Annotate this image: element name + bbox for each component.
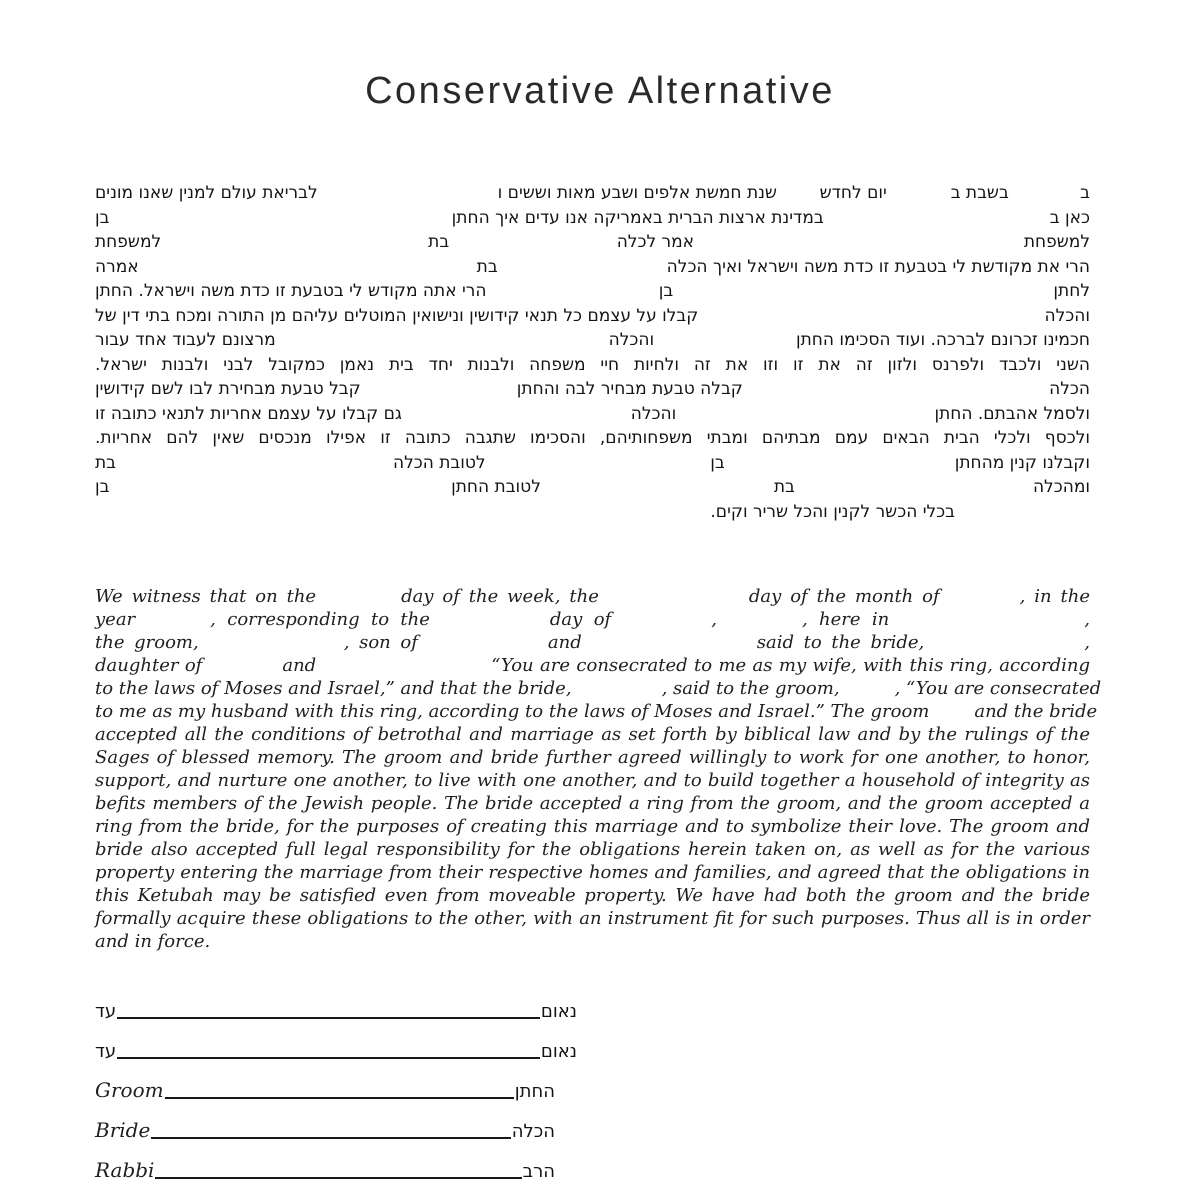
english-text-segment: bride also accepted full legal responsibility for the obligations herein taken on, as well as for the various (95, 839, 1090, 860)
hebrew-text-segment: לטובת הכלה (392, 452, 486, 473)
english-line (95, 885, 1090, 908)
page-title: Conservative Alternative (365, 70, 835, 112)
english-text-segment: “You are consecrated to me as my wife, with this ring, according (491, 655, 1090, 676)
english-text-segment: and (282, 655, 317, 676)
signature-row (95, 1036, 577, 1062)
fill-in-blank (486, 467, 711, 468)
signature-row (95, 1156, 555, 1182)
english-text-segment: , (1084, 609, 1090, 630)
hebrew-line (95, 453, 1090, 478)
english-text-segment: , in the (1019, 586, 1091, 607)
fill-in-blank (889, 624, 1084, 625)
hebrew-line (95, 257, 1090, 282)
signature-label-right: הרב (522, 1161, 555, 1182)
fill-in-blank (498, 271, 667, 272)
english-line (95, 839, 1090, 862)
hebrew-text-segment: לחתן (1053, 281, 1090, 301)
hebrew-line: בכלי הכשר לקנין והכל שריר וקים. (710, 501, 955, 522)
english-line (95, 931, 1090, 954)
signature-label-right: הכלה (511, 1121, 555, 1142)
english-text-segment: day of the month of (748, 586, 940, 607)
fill-in-blank (402, 418, 631, 419)
english-text-segment: , corresponding to the (210, 609, 430, 630)
fill-in-blank (611, 624, 711, 625)
hebrew-line (95, 183, 1090, 208)
english-line (95, 609, 1090, 632)
signature-label-left: Groom (95, 1078, 164, 1102)
hebrew-text-segment: קבל טבעת מבחירת לבו לשם קידושין (95, 379, 361, 399)
english-text-segment: , said to the groom, (661, 678, 840, 699)
fill-in-blank (795, 491, 1033, 492)
hebrew-text-segment: הכלה (1049, 379, 1090, 399)
fill-in-blank (698, 320, 1044, 321)
hebrew-text-segment: בן (95, 207, 110, 228)
fill-in-blank (743, 393, 1049, 394)
hebrew-text-segment: בת (773, 477, 795, 497)
fill-in-blank (676, 418, 934, 419)
hebrew-line (95, 306, 1090, 331)
english-text-segment: and (547, 632, 582, 653)
hebrew-text-segment: בן (658, 281, 674, 301)
fill-in-blank (276, 344, 609, 345)
english-text-segment: and the bride (974, 701, 1098, 722)
fill-in-blank (725, 467, 955, 468)
english-line (95, 862, 1090, 885)
fill-in-blank (139, 271, 477, 272)
hebrew-line (95, 379, 1090, 404)
hebrew-text-segment: בת (95, 452, 117, 473)
english-line (95, 701, 1098, 724)
fill-in-blank (717, 624, 802, 625)
english-text-segment: We witness that on the (95, 586, 317, 607)
hebrew-line: ולכסף ולכלי הבית הבאים עמם מבתיהם ומבתי משפחותיהם, והסכימו שתגבה כתובה זו אפילו מנכסים שאין להם אחריות. (95, 428, 1090, 448)
hebrew-text-segment: אמר לכלה (616, 232, 695, 252)
hebrew-text-segment: הרי את מקודשת לי בטבעת זו כדת משה וישראל ואיך הכלה (666, 256, 1090, 277)
fill-in-blank (316, 670, 491, 671)
fill-in-blank (449, 246, 617, 247)
hebrew-line: השני ולכבד ולפרנס ולזון זה את זו וזו את זה ולחיות חיי משפחה ולבנות יחד בית נאמן כמקובל לבני ולבנות ישראל. (95, 354, 1090, 375)
english-text-segment: said to the bride, (756, 632, 925, 653)
english-line (95, 678, 1102, 701)
english-text-segment: daughter of (95, 655, 203, 676)
hebrew-text-segment: במדינת ארצות הברית באמריקה אנו עדים איך החתן (451, 207, 824, 228)
signature-line (155, 1176, 521, 1179)
hebrew-paragraph (95, 183, 1090, 526)
hebrew-text-segment: למשפחת (95, 232, 162, 252)
hebrew-text-segment: בשבת ב (950, 183, 1009, 203)
hebrew-text-segment: בת (428, 232, 450, 252)
hebrew-text-segment: בן (710, 452, 725, 473)
hebrew-text-segment: שנת חמשת אלפים ושבע מאות וששים ו (497, 183, 777, 203)
hebrew-text-segment: ב (1080, 183, 1090, 203)
english-text-segment: , (1084, 632, 1090, 653)
english-text-segment: , “You are consecrated (894, 678, 1102, 699)
english-text-segment: befits members of the Jewish people. The bride accepted a ring from the groom, and the groom accepted a (95, 793, 1090, 814)
hebrew-text-segment: הרי אתה מקודש לי בטבעת זו כדת משה וישראל. החתן (95, 281, 487, 301)
english-text-segment: year (95, 609, 136, 630)
english-text-segment: accepted all the conditions of betrothal and marriage as set forth by biblical law and by the rulings of the (95, 724, 1090, 745)
fill-in-blank (673, 295, 1053, 296)
fill-in-blank (161, 246, 428, 247)
fill-in-blank (1009, 197, 1080, 198)
english-text-segment: ring from the bride, for the purposes of creating this marriage and to symbolize their love. The groom and (95, 816, 1090, 837)
english-line (95, 908, 1090, 931)
signature-row (95, 996, 577, 1022)
fill-in-blank (654, 344, 796, 345)
hebrew-text-segment: והכלה (1044, 305, 1090, 326)
fill-in-blank (109, 222, 451, 223)
signature-line (117, 1016, 540, 1019)
fill-in-blank (777, 197, 820, 198)
hebrew-text-segment: לטובת החתן (451, 477, 541, 497)
english-line (95, 586, 1090, 609)
hebrew-line (95, 281, 1090, 306)
english-line (95, 793, 1090, 816)
english-text-segment: this Ketubah may be satisfied even from moveable property. We have had both the groom and the bride (95, 885, 1090, 906)
english-line (95, 632, 1090, 655)
english-line (95, 655, 1090, 678)
fill-in-blank (361, 393, 517, 394)
fill-in-blank (135, 624, 210, 625)
fill-in-blank (318, 197, 498, 198)
hebrew-text-segment: מרצונם לעבוד אחד עבור (95, 330, 276, 350)
signature-label-left: עד (95, 1001, 117, 1022)
english-text-segment: day of the week, the (401, 586, 599, 607)
signature-section (95, 996, 1200, 1182)
fill-in-blank (430, 624, 550, 625)
english-line (95, 747, 1090, 770)
fill-in-blank (924, 647, 1084, 648)
hebrew-text-segment: וקבלנו קנין מהחתן (954, 452, 1090, 473)
fill-in-blank (840, 693, 895, 694)
fill-in-blank (929, 716, 974, 717)
hebrew-line (95, 330, 1090, 355)
signature-line (151, 1136, 510, 1139)
fill-in-blank (824, 222, 1050, 223)
fill-in-blank (940, 601, 1020, 602)
fill-in-blank (202, 670, 282, 671)
hebrew-text-segment: גם קבלו על עצמם אחריות לתנאי כתובה זו (95, 403, 402, 424)
hebrew-line (95, 404, 1090, 429)
hebrew-text-segment: חכמינו זכרונם לברכה. ועוד הסכימו החתן (796, 330, 1090, 350)
signature-line (117, 1056, 540, 1059)
hebrew-text-segment: למשפחת (1023, 232, 1090, 252)
hebrew-line (95, 208, 1090, 233)
signature-label-right: נאום (540, 1041, 577, 1062)
fill-in-blank (116, 467, 393, 468)
signature-label-left: עד (95, 1041, 117, 1062)
english-paragraph (95, 586, 1102, 954)
english-text-segment: the groom, (95, 632, 199, 653)
english-text-segment: property entering the marriage from their respective homes and families, and agreed that the obligations in (95, 862, 1090, 883)
fill-in-blank (486, 295, 658, 296)
hebrew-text-segment: לבריאת עולם למנין שאנו מונים (95, 183, 318, 203)
signature-label-right: נאום (540, 1001, 577, 1022)
signature-row (95, 1076, 555, 1102)
fill-in-blank (316, 601, 401, 602)
fill-in-blank (887, 197, 951, 198)
hebrew-text-segment: אמרה (95, 256, 139, 277)
fill-in-blank (541, 491, 774, 492)
fill-in-blank (582, 647, 757, 648)
signature-row (95, 1116, 555, 1142)
fill-in-blank (418, 647, 548, 648)
hebrew-text-segment: והכלה (608, 330, 655, 350)
hebrew-text-segment: ולסמל אהבתם. החתן (934, 403, 1090, 424)
fill-in-blank (109, 491, 451, 492)
hebrew-text-segment: קבלו על עצמם כל תנאי קידושין ונישואין המוטלים עליהם מן התורה ומכח בתי דין של (95, 305, 699, 326)
signature-label-right: החתן (514, 1081, 555, 1102)
english-text-segment: day of (549, 609, 612, 630)
english-text-segment: , here in (801, 609, 890, 630)
fill-in-blank (572, 693, 662, 694)
fill-in-blank (199, 647, 344, 648)
hebrew-text-segment: בן (95, 477, 110, 497)
english-text-segment: Sages of blessed memory. The groom and bride further agreed willingly to work for one another, to honor, (95, 747, 1090, 768)
english-text-segment: , (711, 609, 717, 630)
english-text-segment: , son of (343, 632, 418, 653)
hebrew-line (95, 477, 1090, 502)
english-line (95, 816, 1090, 839)
signature-line (165, 1096, 514, 1099)
hebrew-text-segment: והכלה (630, 403, 677, 424)
hebrew-text-segment: קבלה טבעת מבחיר לבה והחתן (516, 379, 743, 399)
english-line (95, 770, 1090, 793)
english-text-segment: support, and nurture one another, to live with one another, and to build together a household of integrity as (95, 770, 1090, 791)
signature-label-left: Bride (95, 1118, 151, 1142)
fill-in-blank (599, 601, 749, 602)
hebrew-text-segment: בת (476, 256, 498, 277)
fill-in-blank (694, 246, 1024, 247)
hebrew-text-segment: יום לחדש (819, 183, 887, 203)
english-text-segment: to me as my husband with this ring, according to the laws of Moses and Israel.” The groom (95, 701, 930, 722)
english-text-segment: and in force. (95, 931, 211, 952)
hebrew-text-segment: כאן ב (1049, 207, 1090, 228)
hebrew-line (95, 232, 1090, 257)
signature-label-left: Rabbi (95, 1158, 155, 1182)
hebrew-text-segment: ומהכלה (1032, 477, 1090, 497)
english-text-segment: formally acquire these obligations to the other, with an instrument fit for such purposes. Thus all is in order (95, 908, 1090, 929)
english-text-segment: to the laws of Moses and Israel,” and that the bride, (95, 678, 572, 699)
english-line (95, 724, 1090, 747)
